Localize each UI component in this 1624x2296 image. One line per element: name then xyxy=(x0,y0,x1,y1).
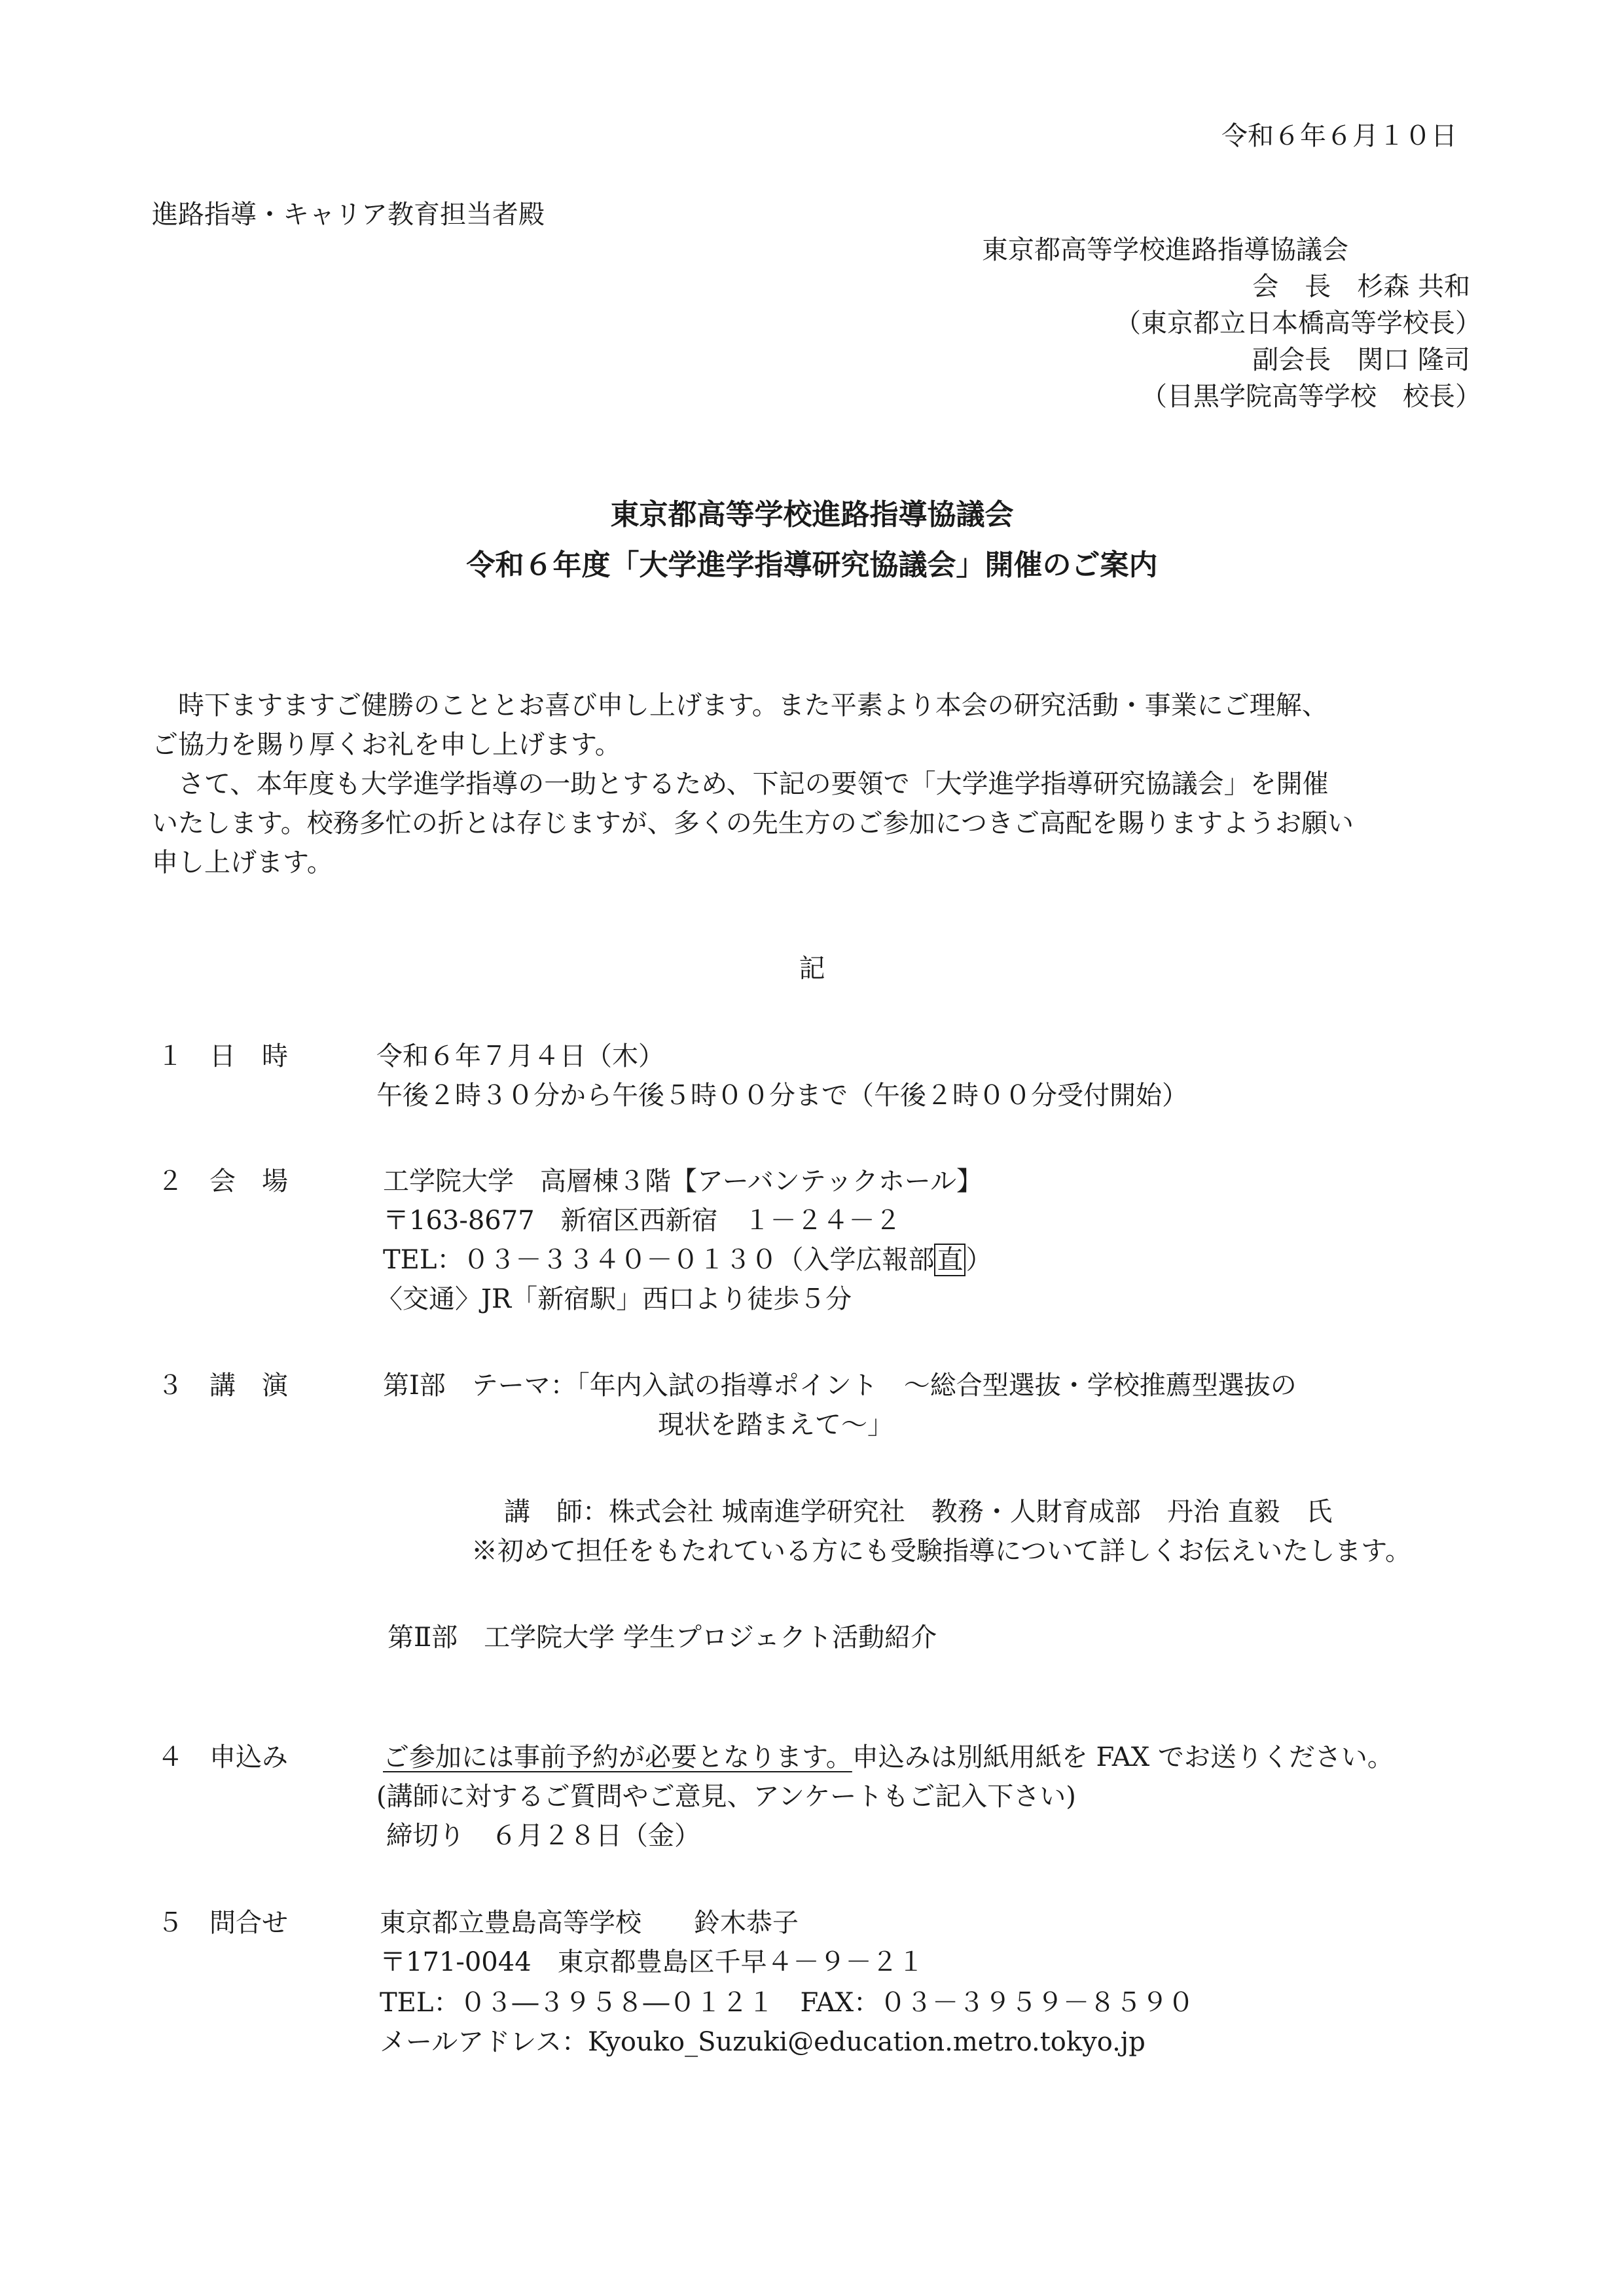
lecture-part1-theme: 第Ⅰ部 テーマ：「年内入試の指導ポイント ～総合型選抜・学校推薦型選抜の xyxy=(383,1371,1297,1401)
title-line-1: 東京都高等学校進路指導協議会 xyxy=(610,498,1014,531)
document-date: 令和６年６月１０日 xyxy=(1221,121,1457,151)
sender-vice-chair: 副会長 関口 隆司 xyxy=(1252,345,1470,375)
event-date: 令和６年７月４日（木） xyxy=(376,1041,664,1071)
contact-school: 東京都立豊島高等学校 鈴木恭子 xyxy=(380,1908,799,1938)
ki-heading: 記 xyxy=(799,954,825,984)
item-5-label: 問合せ xyxy=(209,1908,288,1938)
addressee: 進路指導・キャリア教育担当者殿 xyxy=(152,200,545,230)
body-p2-line1: さて、本年度も大学進学指導の一助とするため、下記の要領で「大学進学指導研究協議会」を開催 xyxy=(152,769,1329,799)
body-p1-line2: ご協力を賜り厚くお礼を申し上げます。 xyxy=(152,730,621,760)
apply-line2: (講師に対するご質問やご意見、アンケートもご記入下さい) xyxy=(376,1782,1076,1812)
sender-org: 東京都高等学校進路指導協議会 xyxy=(982,235,1348,265)
venue-tel-text: TEL：０３－３３４０－０１３０（入学広報部 xyxy=(383,1245,935,1275)
venue-tel-end: ） xyxy=(965,1245,992,1275)
body-p2-line3: 申し上げます。 xyxy=(152,848,333,878)
apply-deadline: 締切り ６月２８日（金） xyxy=(386,1821,700,1851)
venue-address: 〒163-8677 新宿区西新宿 １－２４－２ xyxy=(383,1206,901,1236)
item-3-number: ３ xyxy=(157,1371,183,1401)
item-3-label: 講 演 xyxy=(209,1371,288,1401)
item-4-number: ４ xyxy=(157,1742,183,1772)
item-5-number: ５ xyxy=(157,1908,183,1938)
sender-vice-chair-school: （目黒学院高等学校 校長） xyxy=(1141,382,1481,412)
body-p1-line1: 時下ますますご健勝のこととお喜び申し上げます。また平素より本会の研究活動・事業にご理解、 xyxy=(152,691,1328,721)
apply-fax-instruction: 申込みは別紙用紙を FAX でお送りください。 xyxy=(852,1742,1394,1772)
lecture-part2: 第Ⅱ部 工学院大学 学生プロジェクト活動紹介 xyxy=(388,1623,937,1653)
venue-tel-boxed-char: 直 xyxy=(934,1244,965,1276)
item-1-number: １ xyxy=(157,1041,183,1071)
lecture-part1-theme-cont: 現状を踏まえて～」 xyxy=(658,1410,893,1440)
item-2-number: ２ xyxy=(157,1166,183,1196)
venue-name: 工学院大学 高層棟３階【アーバンテックホール】 xyxy=(383,1166,983,1196)
item-4-label: 申込み xyxy=(209,1742,288,1772)
contact-email: メールアドレス：Kyouko_Suzuki@education.metro.tokyo.jp xyxy=(380,2027,1146,2057)
contact-address: 〒171-0044 東京都豊島区千早４－９－２１ xyxy=(380,1947,924,1977)
apply-line1 xyxy=(383,1744,1394,1770)
sender-chair: 会 長 杉森 共和 xyxy=(1252,272,1470,302)
item-1-label: 日 時 xyxy=(209,1041,288,1071)
apply-reservation-required: ご参加には事前予約が必要となります。 xyxy=(383,1742,852,1772)
title-line-2: 令和６年度「大学進学指導研究協議会」開催のご案内 xyxy=(466,548,1158,582)
lecture-note: ※初めて担任をもたれている方にも受験指導について詳しくお伝えいたします。 xyxy=(471,1536,1411,1566)
item-2-label: 会 場 xyxy=(209,1166,288,1196)
venue-access: 〈交通〉JR「新宿駅」西口より徒歩５分 xyxy=(376,1284,852,1314)
sender-chair-school: （東京都立日本橋高等学校長） xyxy=(1115,308,1481,338)
contact-tel-fax: TEL：０３―３９５８―０１２１ FAX：０３－３９５９－８５９０ xyxy=(380,1988,1195,2018)
event-time: 午後２時３０分から午後５時００分まで（午後２時００分受付開始） xyxy=(376,1081,1188,1111)
lecture-lecturer: 講 師：株式会社 城南進学研究社 教務・人財育成部 丹治 直毅 氏 xyxy=(504,1497,1333,1527)
body-p2-line2: いたします。校務多忙の折とは存じますが、多くの先生方のご参加につきご高配を賜りますようお願い xyxy=(152,808,1354,838)
venue-tel xyxy=(383,1247,992,1273)
